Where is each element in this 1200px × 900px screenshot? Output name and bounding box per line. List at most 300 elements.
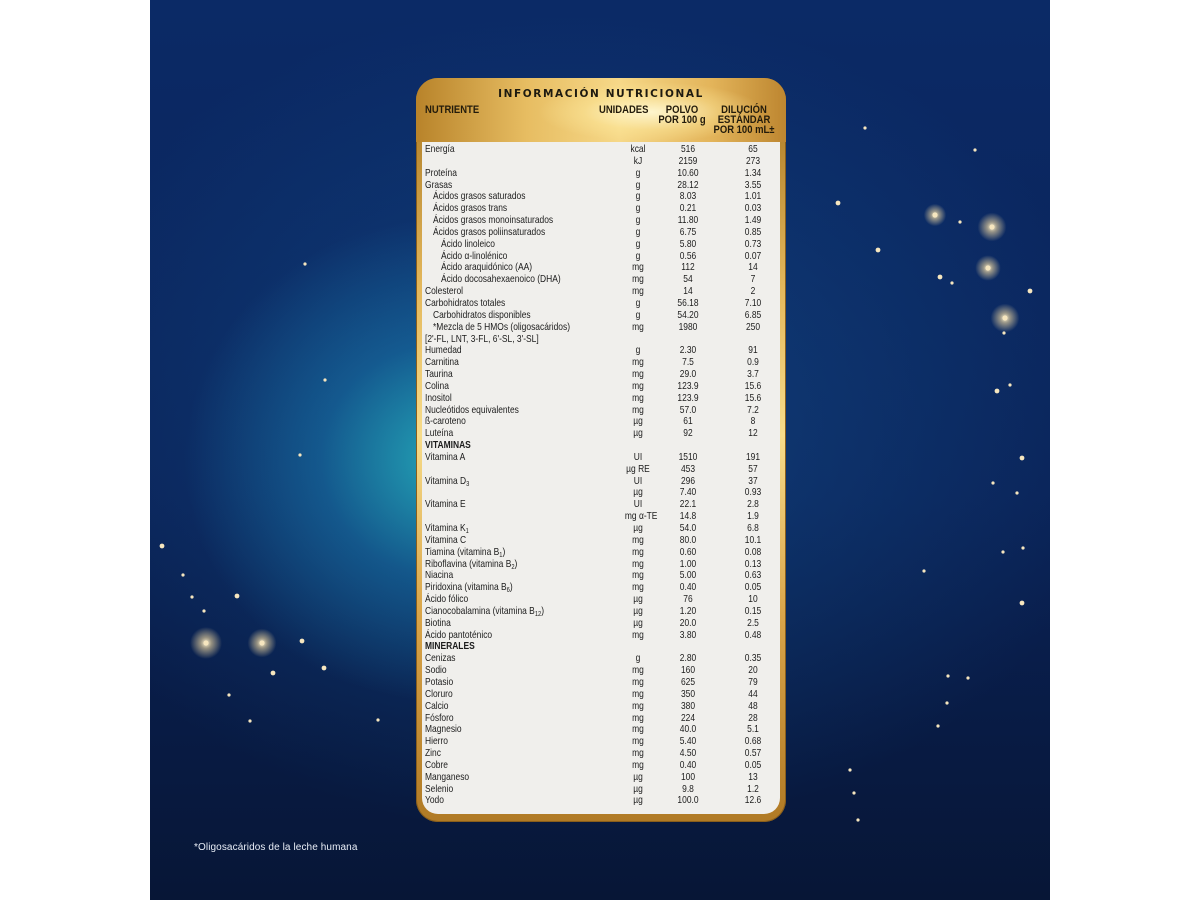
nutrient-name xyxy=(441,251,507,263)
dilucion-value-cell: 20 xyxy=(748,665,758,677)
star xyxy=(852,791,855,794)
nutrient-name-text: Manganeso xyxy=(425,771,470,783)
dilucion-value-cell: 3.55 xyxy=(744,179,762,191)
star xyxy=(190,595,193,598)
polvo-value-cell: 54.20 xyxy=(677,309,699,321)
unit-cell: g xyxy=(635,297,641,309)
star xyxy=(1008,383,1011,386)
nutrient-name-text: Cianocobalamina (vitamina B xyxy=(425,605,535,617)
unit-cell: mg xyxy=(632,724,644,736)
dilucion-value-cell: 250 xyxy=(745,321,761,333)
unit-cell: g xyxy=(635,345,641,357)
unit-cell: mg xyxy=(632,392,644,404)
nutrient-name-text: Ácido fólico xyxy=(425,594,469,606)
dilucion-value-cell: 2.8 xyxy=(747,499,759,511)
unit-cell: µg xyxy=(633,428,643,440)
star xyxy=(836,201,841,206)
unit-cell: µg xyxy=(633,594,643,606)
polvo-value-cell: 4.50 xyxy=(679,748,697,760)
nutrient-name-text: ß-caroteno xyxy=(425,416,466,428)
nutrient-name xyxy=(425,416,466,428)
dilucion-value-cell: 0.08 xyxy=(744,546,762,558)
nutrient-name xyxy=(425,535,466,547)
dilucion-value-cell: 0.63 xyxy=(744,570,762,582)
nutrient-name xyxy=(425,713,454,725)
polvo-value-cell: 380 xyxy=(680,700,696,712)
unit-cell: UI xyxy=(633,499,643,511)
table-row xyxy=(422,215,780,227)
nutrient-name-text: MINERALES xyxy=(425,641,475,653)
nutrient-name xyxy=(425,428,453,440)
table-row xyxy=(422,677,780,689)
unit-cell: mg xyxy=(632,357,644,369)
unit-cell: g xyxy=(635,167,641,179)
star xyxy=(248,719,251,722)
nutrient-name xyxy=(425,630,492,642)
nutrient-name xyxy=(425,736,448,748)
dilucion-value-cell: 0.85 xyxy=(744,226,762,238)
header-dilucion-line2: ESTÁNDAR xyxy=(717,114,771,126)
dilucion-value-cell: 48 xyxy=(748,700,758,712)
nutrient-name xyxy=(425,452,465,464)
table-row xyxy=(422,618,780,630)
dilucion-value-cell: 5.1 xyxy=(747,724,759,736)
nutrient-name-text: Vitamina E xyxy=(425,499,466,511)
nutrient-name-text: Vitamina K xyxy=(425,523,466,534)
nutrient-name-text: Carbohidratos totales xyxy=(425,297,506,309)
header-polvo-line1: POLVO xyxy=(665,104,699,116)
star xyxy=(991,481,994,484)
polvo-value-cell: 7.5 xyxy=(682,357,694,369)
polvo-value-cell: 123.9 xyxy=(677,380,699,392)
unit-cell: mg xyxy=(632,546,644,558)
table-row xyxy=(422,713,780,725)
nutrient-name xyxy=(433,203,507,215)
polvo-value-cell: 20.0 xyxy=(679,617,697,629)
table-row xyxy=(422,535,780,547)
star xyxy=(973,148,976,151)
polvo-value-cell: 92 xyxy=(683,428,693,440)
nutrient-name xyxy=(433,215,553,227)
dilucion-value-cell: 7 xyxy=(750,274,756,286)
nutrient-subscript: 3 xyxy=(466,480,470,488)
table-row xyxy=(422,689,780,701)
nutrient-name xyxy=(425,523,469,535)
nutrient-name xyxy=(425,582,513,594)
nutrient-name-text: Riboflavina (vitamina B xyxy=(425,558,512,570)
nutrition-rows xyxy=(422,144,780,807)
polvo-value-cell: 0.60 xyxy=(679,546,697,558)
unit-cell: g xyxy=(635,653,641,665)
dilucion-value-cell: 0.15 xyxy=(744,605,762,617)
dilucion-value-cell: 10 xyxy=(748,594,758,606)
nutrient-name xyxy=(425,405,519,417)
polvo-value-cell: 160 xyxy=(680,665,696,677)
nutrient-name-text: Carbohidratos disponibles xyxy=(433,309,531,321)
polvo-value-cell: 56.18 xyxy=(677,297,699,309)
polvo-value-cell: 3.80 xyxy=(679,629,697,641)
table-row xyxy=(422,570,780,582)
nutrient-name-text: Calcio xyxy=(425,700,449,712)
header-nutriente xyxy=(425,105,479,115)
dilucion-value-cell: 0.93 xyxy=(744,487,762,499)
polvo-value-cell: 11.80 xyxy=(677,215,699,227)
dilucion-value-cell: 2.5 xyxy=(747,617,759,629)
polvo-value-cell: 5.40 xyxy=(679,736,697,748)
nutrient-name xyxy=(433,322,570,334)
table-row xyxy=(422,416,780,428)
polvo-value-cell: 5.00 xyxy=(679,570,697,582)
table-row xyxy=(422,144,780,156)
dilucion-value-cell: 10.1 xyxy=(744,534,762,546)
table-row xyxy=(422,452,780,464)
star xyxy=(936,724,939,727)
polvo-value-cell: 80.0 xyxy=(679,534,697,546)
star xyxy=(303,262,306,265)
nutrient-name xyxy=(425,606,544,618)
unit-cell: µg xyxy=(633,771,643,783)
dilucion-value-cell: 1.34 xyxy=(744,167,762,179)
nutrient-name-text: Luteína xyxy=(425,428,454,440)
table-row xyxy=(422,748,780,760)
unit-cell: mg xyxy=(632,582,644,594)
polvo-value-cell: 1.00 xyxy=(679,558,697,570)
nutrient-name-text: Zinc xyxy=(425,748,441,760)
unit-cell: mg xyxy=(632,274,644,286)
header-dilucion-line1: DILUCIÓN xyxy=(721,104,767,116)
nutrient-name-text: Ácidos grasos poliinsaturados xyxy=(433,226,546,238)
unit-cell: mg xyxy=(632,286,644,298)
nutrient-name-text: Carnitina xyxy=(425,357,459,369)
unit-cell: mg xyxy=(632,570,644,582)
polvo-value-cell: 54.0 xyxy=(679,523,697,534)
polvo-value-cell: 1510 xyxy=(678,451,698,463)
star xyxy=(876,248,881,253)
star xyxy=(945,701,948,704)
table-row xyxy=(422,345,780,357)
unit-cell: µg xyxy=(633,795,643,807)
unit-cell: mg xyxy=(632,676,644,688)
nutrient-name-text: *Mezcla de 5 HMOs (oligosacáridos) xyxy=(433,321,571,333)
star xyxy=(160,544,165,549)
star xyxy=(995,389,1000,394)
dilucion-value-cell: 13 xyxy=(748,771,758,783)
unit-cell: g xyxy=(635,309,641,321)
polvo-value-cell: 0.40 xyxy=(679,759,697,771)
table-row xyxy=(422,191,780,203)
nutrient-name xyxy=(425,547,505,559)
dilucion-value-cell: 273 xyxy=(745,155,761,167)
table-row xyxy=(422,487,780,499)
star xyxy=(1020,456,1025,461)
dilucion-value-cell: 1.01 xyxy=(744,191,762,203)
nutrition-facts-card xyxy=(416,78,786,822)
table-row xyxy=(422,239,780,251)
nutrient-subscript: 1 xyxy=(465,528,469,535)
nutrient-name xyxy=(425,168,457,180)
header-dilucion xyxy=(710,105,777,135)
dilucion-value-cell: 191 xyxy=(745,451,761,463)
polvo-value-cell: 112 xyxy=(681,262,695,274)
table-row xyxy=(422,476,780,488)
star xyxy=(271,671,276,676)
table-row xyxy=(422,298,780,310)
table-row xyxy=(422,464,780,476)
polvo-value-cell: 40.0 xyxy=(679,724,697,736)
dilucion-value-cell: 0.35 xyxy=(744,653,762,665)
nutrient-name-text: Ácido pantoténico xyxy=(425,629,493,641)
star xyxy=(966,676,969,679)
nutrient-name xyxy=(425,618,451,630)
unit-cell: g xyxy=(635,226,641,238)
table-row xyxy=(422,322,780,334)
dilucion-value-cell: 6.85 xyxy=(744,309,762,321)
table-row xyxy=(422,203,780,215)
unit-cell: mg xyxy=(632,712,644,724)
star xyxy=(932,212,937,217)
nutrient-name-text: Inositol xyxy=(425,392,452,404)
unit-cell: g xyxy=(635,191,641,203)
nutrient-name xyxy=(425,393,452,405)
dilucion-value-cell: 6.8 xyxy=(747,523,759,534)
unit-cell: mg α-TE xyxy=(624,511,658,523)
dilucion-value-cell: 0.73 xyxy=(744,238,762,250)
unit-cell: mg xyxy=(632,558,644,570)
star xyxy=(989,224,994,229)
dilucion-value-cell: 1.49 xyxy=(744,215,762,227)
nutrient-subscript: 6 xyxy=(506,587,510,595)
dilucion-value-cell: 14 xyxy=(748,262,758,274)
footnote: *Oligosacáridos de la leche humana xyxy=(194,842,358,853)
nutrient-name-text: Grasas xyxy=(425,179,453,191)
card-header xyxy=(416,78,786,142)
nutrient-subscript: 2 xyxy=(511,563,515,571)
nutrient-name-text: Cenizas xyxy=(425,653,456,665)
nutrient-name-text: Ácidos grasos trans xyxy=(433,203,508,215)
nutrient-name xyxy=(425,440,471,452)
unit-cell: g xyxy=(635,238,641,250)
dilucion-value-cell: 0.9 xyxy=(747,357,759,369)
nutrient-name xyxy=(425,476,469,488)
table-row xyxy=(422,227,780,239)
star xyxy=(863,126,866,129)
unit-cell: µg xyxy=(633,523,643,534)
star xyxy=(1021,546,1024,549)
nutrient-name-text: Nucleótidos equivalentes xyxy=(425,404,519,416)
dilucion-value-cell: 1.9 xyxy=(747,511,759,523)
nutrient-name xyxy=(425,594,468,606)
nutrient-name xyxy=(425,570,453,582)
nutrient-name-text: Energía xyxy=(425,144,455,155)
star xyxy=(1002,331,1005,334)
unit-cell: mg xyxy=(632,759,644,771)
polvo-value-cell: 2159 xyxy=(678,155,698,167)
nutrient-name xyxy=(425,653,456,665)
dilucion-value-cell: 91 xyxy=(748,345,758,357)
polvo-value-cell: 57.0 xyxy=(679,404,697,416)
star xyxy=(202,609,205,612)
polvo-value-cell: 296 xyxy=(680,475,696,487)
nutrient-name-text: Colesterol xyxy=(425,286,464,298)
header-unidades xyxy=(599,105,648,115)
nutrient-name xyxy=(425,144,455,156)
nutrient-name-text: Cloruro xyxy=(425,688,453,700)
polvo-value-cell: 54 xyxy=(683,274,693,286)
table-row xyxy=(422,523,780,535)
table-row xyxy=(422,393,780,405)
table-row xyxy=(422,653,780,665)
table-row xyxy=(422,736,780,748)
table-row xyxy=(422,724,780,736)
dilucion-value-cell: 7.10 xyxy=(744,297,762,309)
star xyxy=(946,674,949,677)
polvo-value-cell: 2.30 xyxy=(679,345,697,357)
polvo-value-cell: 22.1 xyxy=(679,499,697,511)
unit-cell: g xyxy=(635,215,641,227)
unit-cell: µg xyxy=(633,605,643,617)
table-row xyxy=(422,511,780,523)
table-row xyxy=(422,405,780,417)
table-row xyxy=(422,594,780,606)
nutrient-name xyxy=(425,381,449,393)
nutrient-name xyxy=(425,334,539,346)
unit-cell: mg xyxy=(632,321,644,333)
star xyxy=(203,640,208,645)
polvo-value-cell: 8.03 xyxy=(679,191,697,203)
polvo-value-cell: 0.56 xyxy=(679,250,697,262)
table-row xyxy=(422,665,780,677)
nutrient-name xyxy=(425,286,463,298)
nutrient-name-text: [2'-FL, LNT, 3-FL, 6'-SL, 3'-SL] xyxy=(425,333,539,345)
polvo-value-cell: 0.40 xyxy=(679,582,697,594)
nutrient-name-text: Selenio xyxy=(425,783,454,795)
table-row xyxy=(422,772,780,784)
dilucion-value-cell: 0.13 xyxy=(744,558,762,570)
polvo-value-cell: 453 xyxy=(680,463,696,475)
nutrient-name-text: Magnesio xyxy=(425,724,462,736)
dilucion-value-cell: 0.68 xyxy=(744,736,762,748)
star xyxy=(323,378,326,381)
star xyxy=(300,639,305,644)
table-row xyxy=(422,559,780,571)
nutrient-name xyxy=(433,191,525,203)
nutrient-name xyxy=(433,310,531,322)
nutrient-name-text: Vitamina C xyxy=(425,534,467,546)
polvo-value-cell: 5.80 xyxy=(679,238,697,250)
unit-cell: UI xyxy=(633,475,643,487)
nutrient-subscript: 12 xyxy=(534,610,542,618)
unit-cell: mg xyxy=(632,700,644,712)
unit-cell: g xyxy=(635,250,641,262)
polvo-value-cell: 123.9 xyxy=(677,392,699,404)
star xyxy=(1028,289,1033,294)
dilucion-value-cell: 1.2 xyxy=(747,783,759,795)
polvo-value-cell: 625 xyxy=(680,676,696,688)
nutrient-name-text: Tiamina (vitamina B xyxy=(425,546,500,558)
polvo-value-cell: 224 xyxy=(680,712,696,724)
table-row xyxy=(422,606,780,618)
nutrient-name xyxy=(425,689,453,701)
unit-cell: UI xyxy=(633,451,643,463)
unit-cell: µg xyxy=(633,783,643,795)
nutrient-name xyxy=(441,274,561,286)
nutrient-name-text: Proteína xyxy=(425,167,457,179)
star xyxy=(1002,315,1007,320)
nutrient-subscript: 1 xyxy=(499,551,503,559)
dilucion-value-cell: 0.03 xyxy=(744,203,762,215)
star xyxy=(922,569,925,572)
star xyxy=(958,220,961,223)
nutrient-name xyxy=(425,701,448,713)
dilucion-value-cell: 37 xyxy=(748,475,758,487)
nutrient-name xyxy=(441,262,532,274)
unit-cell: mg xyxy=(632,688,644,700)
polvo-value-cell: 0.21 xyxy=(679,203,697,215)
polvo-value-cell: 9.8 xyxy=(682,783,694,795)
table-row xyxy=(422,369,780,381)
nutrient-name xyxy=(425,724,462,736)
nutrient-name xyxy=(425,772,469,784)
table-row xyxy=(422,760,780,772)
header-nutriente-label: NUTRIENTE xyxy=(425,104,480,116)
nutrient-name-text: Potasio xyxy=(425,676,454,688)
dilucion-value-cell: 15.6 xyxy=(744,380,762,392)
dilucion-value-cell: 15.6 xyxy=(744,392,762,404)
nutrient-name xyxy=(425,559,517,571)
nutrient-name-text: Ácido docosahexaenoico (DHA) xyxy=(441,274,561,286)
card-title: INFORMACIÓN NUTRICIONAL xyxy=(498,88,704,100)
star xyxy=(950,281,953,284)
nutrient-name-suffix: ) xyxy=(541,605,545,617)
table-row xyxy=(422,357,780,369)
dilucion-value-cell: 0.05 xyxy=(744,582,762,594)
polvo-value-cell: 14.8 xyxy=(679,511,697,523)
table-row xyxy=(422,547,780,559)
polvo-value-cell: 516 xyxy=(680,144,696,155)
unit-cell: mg xyxy=(632,404,644,416)
dilucion-value-cell: 65 xyxy=(748,144,758,155)
polvo-value-cell: 1.20 xyxy=(679,605,697,617)
table-row xyxy=(422,428,780,440)
nutrient-name xyxy=(425,665,447,677)
header-polvo-line2: POR 100 g xyxy=(658,114,706,126)
polvo-value-cell: 61 xyxy=(683,416,693,428)
table-row xyxy=(422,499,780,511)
polvo-value-cell: 1980 xyxy=(678,321,698,333)
polvo-value-cell: 28.12 xyxy=(677,179,699,191)
star xyxy=(856,818,859,821)
nutrient-name xyxy=(425,760,448,772)
table-row xyxy=(422,286,780,298)
dilucion-value-cell: 8 xyxy=(750,416,756,428)
table-row xyxy=(422,630,780,642)
polvo-value-cell: 6.75 xyxy=(679,226,697,238)
table-row xyxy=(422,180,780,192)
nutrient-name xyxy=(433,227,545,239)
nutrient-name xyxy=(441,239,495,251)
dilucion-value-cell: 12.6 xyxy=(744,795,762,807)
unit-cell: mg xyxy=(632,736,644,748)
table-row xyxy=(422,274,780,286)
nutrition-table xyxy=(422,142,780,814)
nutrient-name xyxy=(425,748,441,760)
polvo-value-cell: 29.0 xyxy=(679,369,697,381)
nutrient-name xyxy=(425,677,453,689)
unit-cell: mg xyxy=(632,748,644,760)
polvo-value-cell: 2.80 xyxy=(679,653,697,665)
nutrient-name xyxy=(425,345,462,357)
star xyxy=(376,718,379,721)
